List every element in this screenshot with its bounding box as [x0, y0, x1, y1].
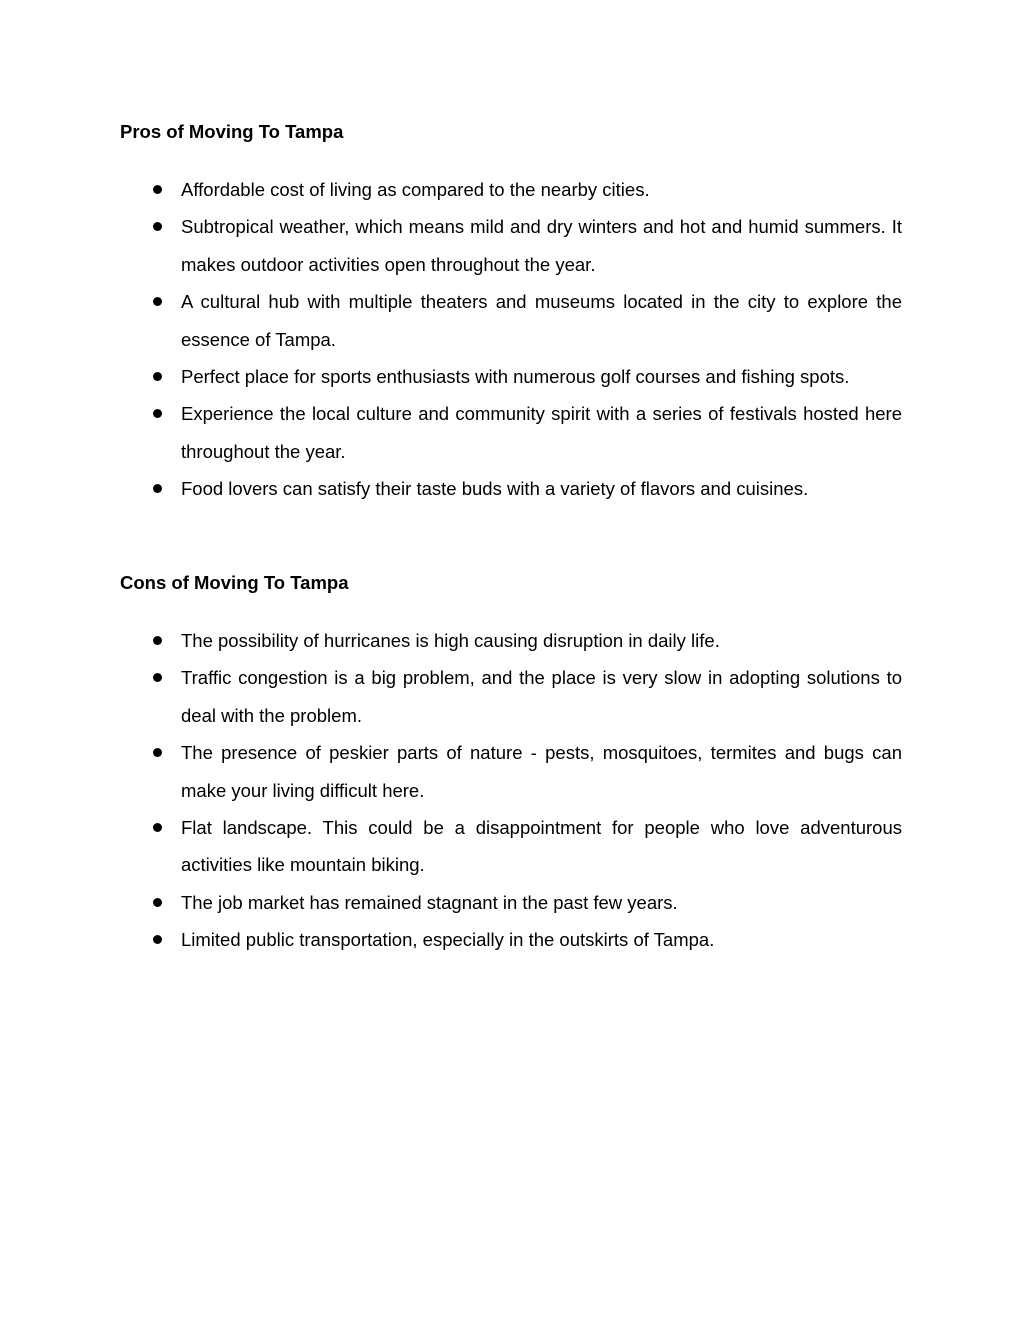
list-item — [0, 283, 1024, 358]
list-item-text: Flat landscape. This could be a disappointment for people who love adventurous activities like mountain biking. — [181, 817, 902, 876]
list-item — [0, 171, 1024, 208]
bullet-icon — [153, 673, 162, 682]
bullet-icon — [153, 372, 162, 381]
list-item-text: Food lovers can satisfy their taste buds with a variety of flavors and cuisines. — [181, 478, 809, 500]
list-item-text: Perfect place for sports enthusiasts with numerous golf courses and fishing spots. — [181, 366, 850, 388]
list-item — [0, 734, 1024, 809]
list-item-text: Traffic congestion is a big problem, and the place is very slow in adopting solutions to deal with the problem. — [181, 667, 902, 726]
list-item — [0, 358, 1024, 395]
bullet-icon — [153, 935, 162, 944]
list-item-text: Limited public transportation, especially in the outskirts of Tampa. — [181, 929, 715, 951]
bullet-icon — [153, 297, 162, 306]
list-item-text: The job market has remained stagnant in the past few years. — [181, 891, 678, 913]
list-item — [0, 395, 1024, 470]
bullet-icon — [153, 823, 162, 832]
list-item-text: The presence of peskier parts of nature - pests, mosquitoes, termites and bugs can make your living difficult here. — [181, 742, 902, 801]
pros-heading: Pros of Moving To Tampa — [120, 121, 344, 142]
list-item — [0, 622, 1024, 659]
cons-heading: Cons of Moving To Tampa — [120, 572, 349, 593]
list-item-text: Experience the local culture and community spirit with a series of festivals hosted here throughout the year. — [181, 403, 902, 462]
bullet-icon — [153, 185, 162, 194]
bullet-icon — [153, 748, 162, 757]
list-item — [0, 659, 1024, 734]
bullet-icon — [153, 222, 162, 231]
list-item-text: A cultural hub with multiple theaters and museums located in the city to explore the essence of Tampa. — [181, 291, 902, 350]
pros-list — [0, 171, 1024, 508]
bullet-icon — [153, 636, 162, 645]
list-item — [0, 470, 1024, 507]
cons-list — [0, 622, 1024, 959]
list-item — [0, 921, 1024, 958]
list-item — [0, 884, 1024, 921]
list-item — [0, 809, 1024, 884]
list-item — [0, 208, 1024, 283]
bullet-icon — [153, 409, 162, 418]
bullet-icon — [153, 484, 162, 493]
list-item-text: Affordable cost of living as compared to the nearby cities. — [181, 179, 650, 200]
list-item-text: Subtropical weather, which means mild and dry winters and hot and humid summers. It makes outdoor activities open throughout the year. — [181, 216, 902, 275]
list-item-text: The possibility of hurricanes is high causing disruption in daily life. — [181, 630, 720, 651]
bullet-icon — [153, 898, 162, 907]
